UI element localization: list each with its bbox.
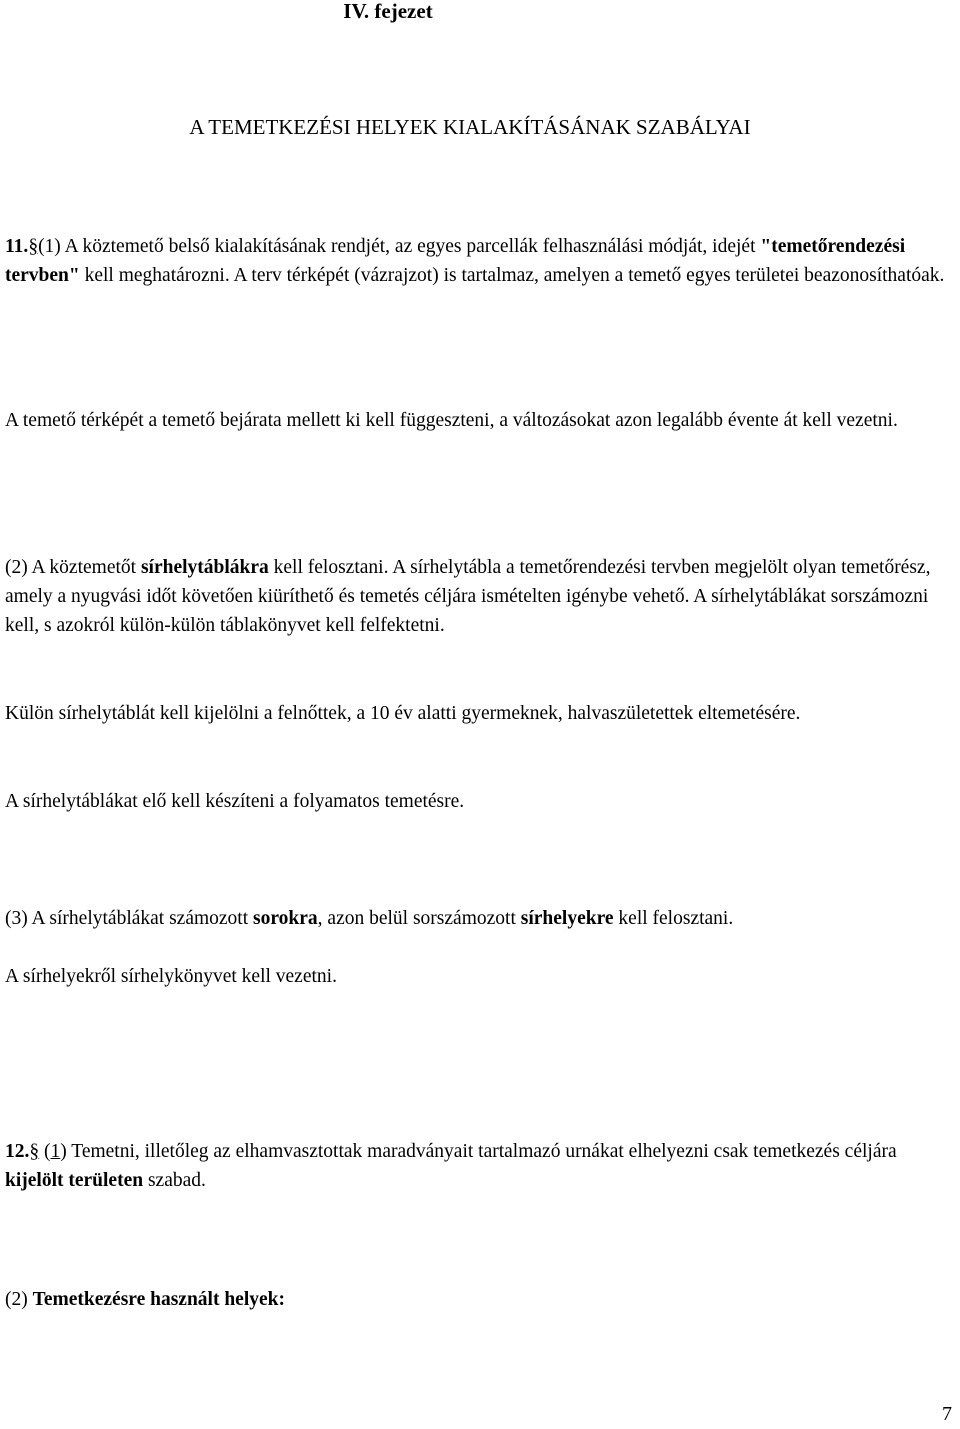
term-temetorendezesi-terv: "temetőrendezési tervben" <box>5 236 906 286</box>
paragraph-12-2-text-a: (2) <box>5 1289 33 1310</box>
section-sign-11: § <box>28 236 39 257</box>
paragraph-12-1-text-b: szabad. <box>143 1170 206 1191</box>
section-title: A TEMETKEZÉSI HELYEK KIALAKÍTÁSÁNAK SZABÁLYAI <box>189 115 751 139</box>
paragraph-11-2-separate: Külön sírhelytáblát kell kijelölni a felnőttek, a 10 év alatti gyermeknek, halvaszületettek eltemetésére. <box>5 703 801 724</box>
section-number-11: 11. <box>5 236 29 257</box>
paragraph-11-3 <box>5 904 955 933</box>
term-sorok: sorokra <box>253 908 318 929</box>
term-sirhelytablak: sírhelytáblákra <box>140 557 269 578</box>
term-temetkezesre-hasznalt-helyek: Temetkezésre használt helyek: <box>32 1289 286 1310</box>
paragraph-11-3-book: A sírhelyekről sírhelykönyvet kell vezetni. <box>5 966 337 987</box>
chapter-heading: IV. fejezet <box>343 0 433 23</box>
term-sirhelyek: sírhelyekre <box>520 908 614 929</box>
section-sign-12: § <box>29 1141 40 1162</box>
paragraph-11-1-text-a: (1) A köztemető belső kialakításának rendjét, az egyes parcellák felhasználási módját, idejét <box>38 236 761 257</box>
paragraph-11-2 <box>5 553 955 640</box>
paragraph-11-1-text-b: kell meghatározni. A terv térképét (vázrajzot) is tartalmaz, amelyen a temető egyes területei beazonosíthatóak. <box>79 265 945 286</box>
paragraph-12-1 <box>5 1137 955 1195</box>
paragraph-12-2 <box>5 1285 955 1314</box>
section-number-12: 12. <box>5 1141 30 1162</box>
paragraph-12-1-text-a: ) Temetni, illetőleg az elhamvasztottak maradványait tartalmazó urnákat elhelyezni csak temetkezés céljára <box>60 1141 897 1162</box>
paragraph-12-1-open: ( <box>39 1141 51 1162</box>
paragraph-12-1-number: 1 <box>50 1141 61 1162</box>
paragraph-11-2-prepare: A sírhelytáblákat elő kell készíteni a folyamatos temetésre. <box>5 791 465 812</box>
paragraph-11-3-text-a: (3) A sírhelytáblákat számozott <box>5 908 254 929</box>
paragraph-11-2-text-a: (2) A köztemetőt <box>5 557 141 578</box>
paragraph-11-2-text-b: kell felosztani. A sírhelytábla a temetőrendezési tervben megjelölt olyan temetőrész, amely a nyugvási időt követően kiüríthető és temetés céljára ismételten igénybe vehető. A sírhelytáblákat sorszámozni kell, s azokról külön-külön táblakönyvet kell felfektetni. <box>5 557 931 636</box>
page-number: 7 <box>942 1403 952 1425</box>
term-kijelolt-terulet: kijelölt területen <box>5 1170 144 1191</box>
paragraph-11-1-map: A temető térképét a temető bejárata mellett ki kell függeszteni, a változásokat azon legalább évente át kell vezetni. <box>5 410 898 431</box>
paragraph-11-3-text-c: kell felosztani. <box>613 908 734 929</box>
paragraph-11-1 <box>5 232 955 290</box>
paragraph-11-3-text-b: , azon belül sorszámozott <box>317 908 521 929</box>
